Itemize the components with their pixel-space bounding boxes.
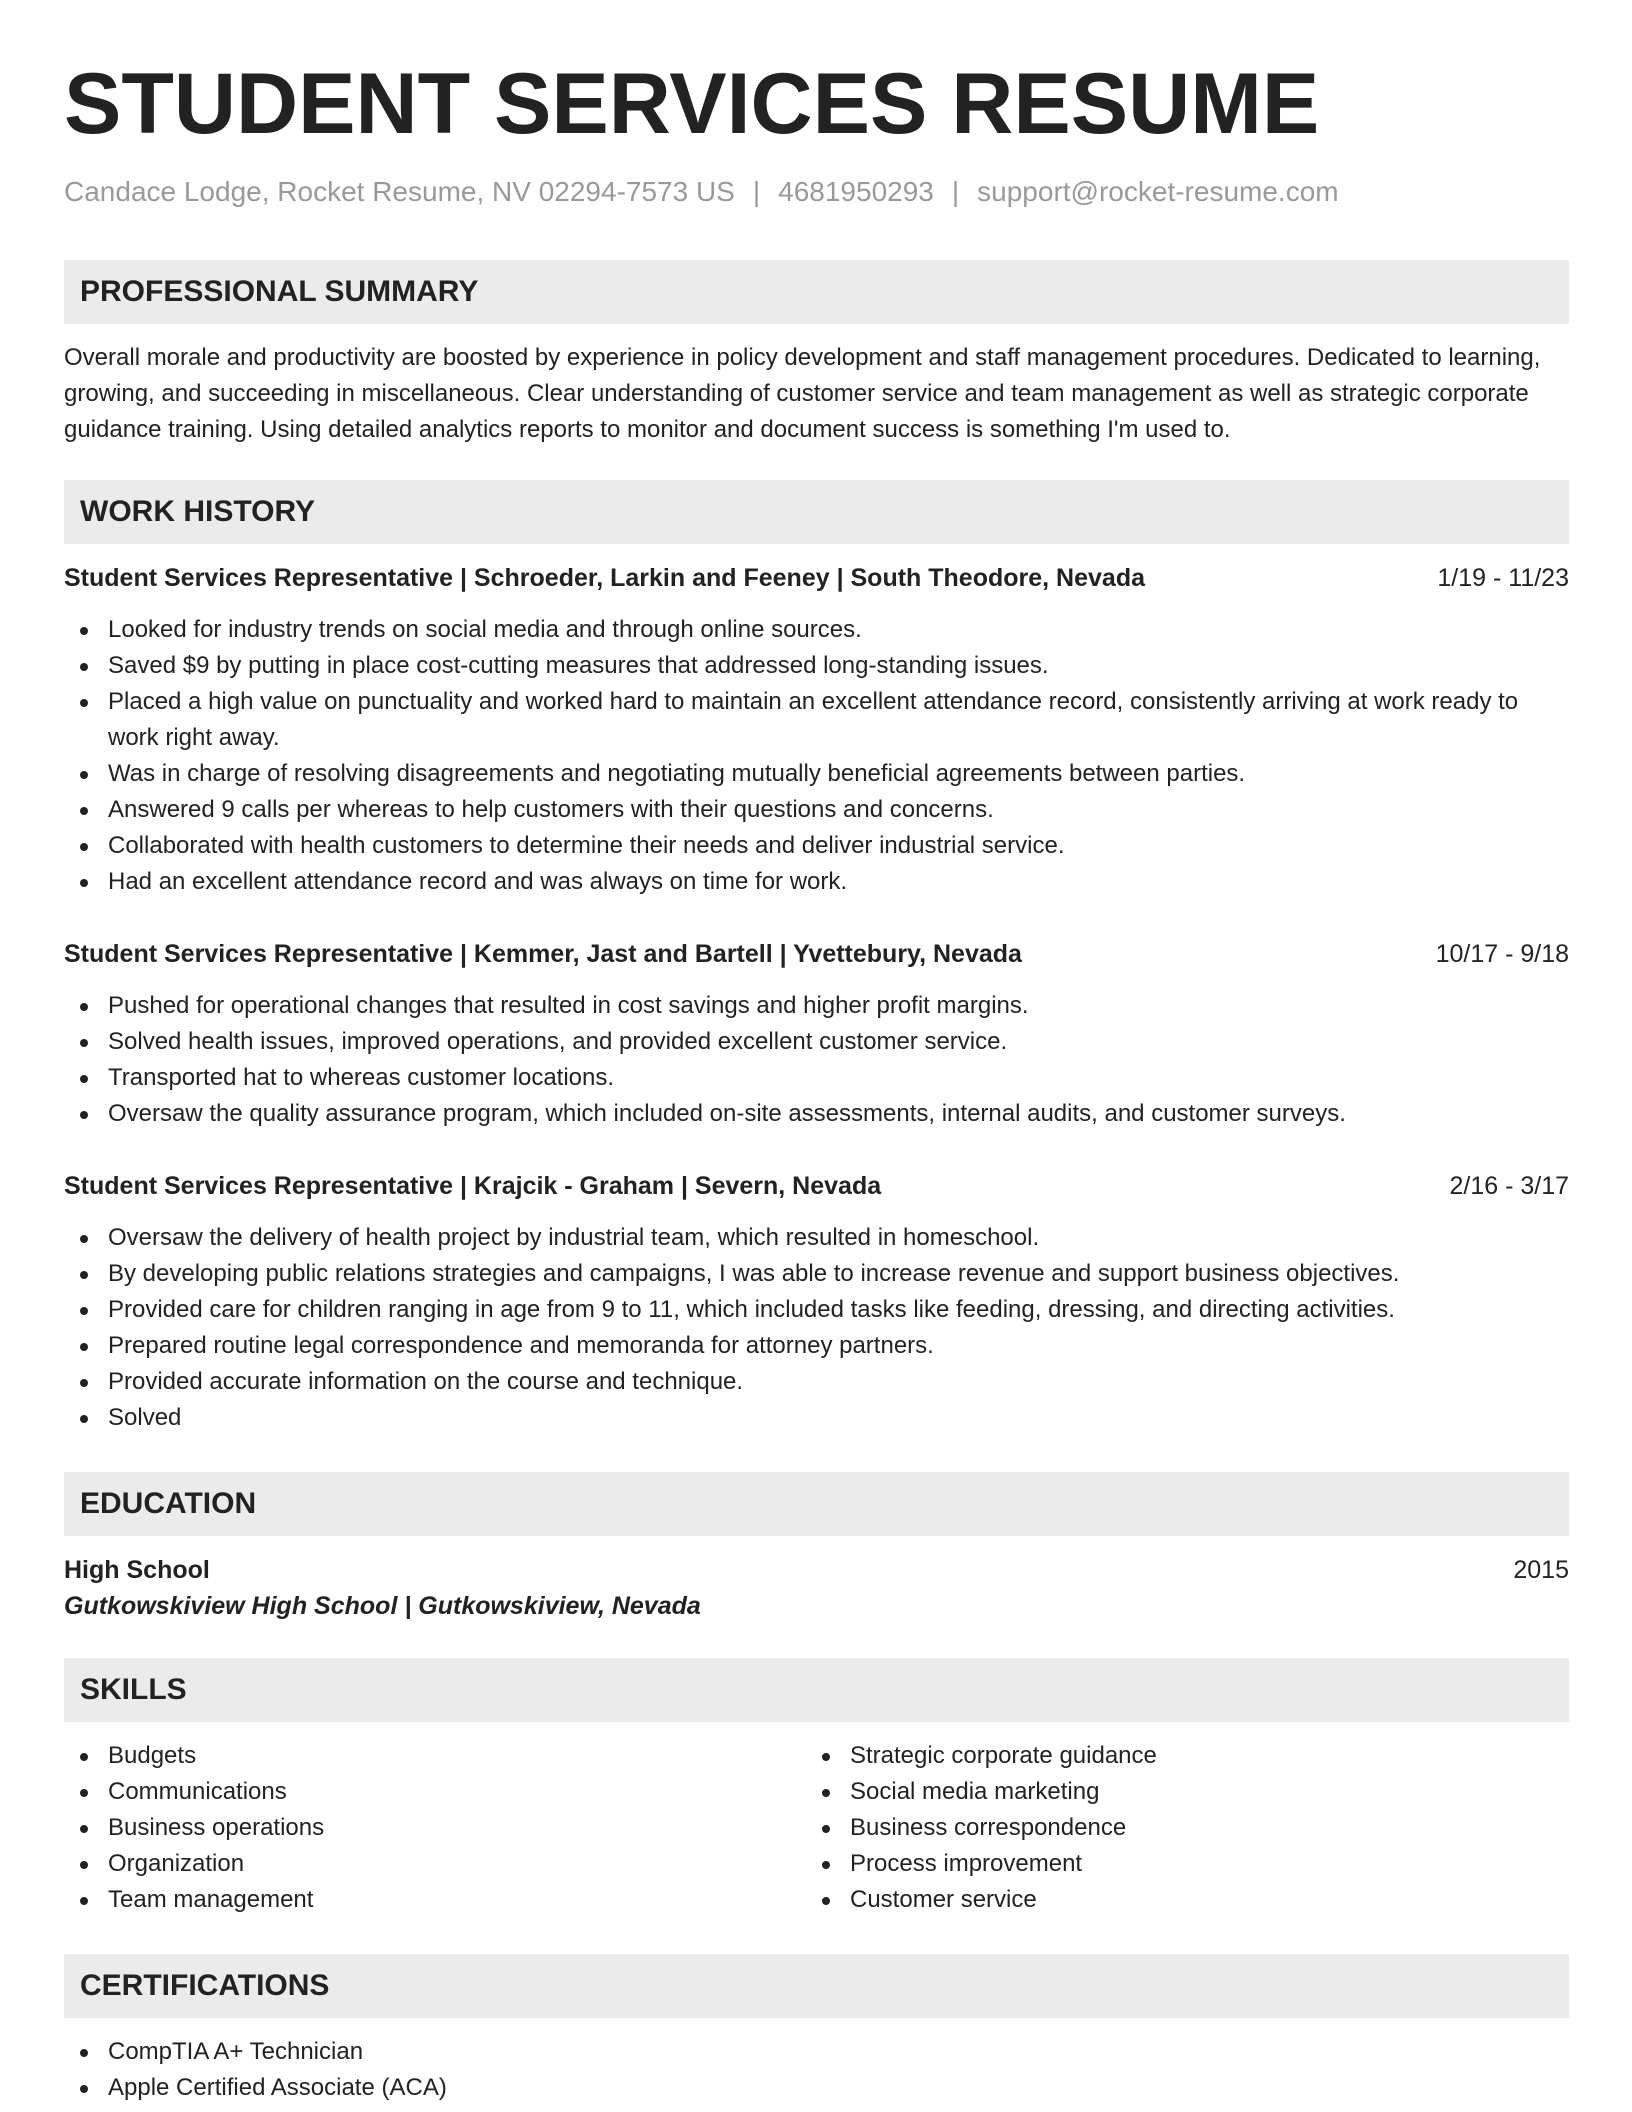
contact-email: support@rocket-resume.com <box>977 176 1339 207</box>
job-dates: 1/19 - 11/23 <box>1437 564 1569 592</box>
education-degree: High School <box>64 1556 210 1584</box>
skills-list-left <box>64 1738 806 1918</box>
skills-heading: SKILLS <box>64 1658 1569 1722</box>
certification-item: Apple Certified Associate (ACA) <box>64 2070 1569 2106</box>
job-entry <box>64 560 1569 900</box>
work-history-heading: WORK HISTORY <box>64 480 1569 544</box>
contact-phone: 4681950293 <box>778 176 934 207</box>
skill-item: Social media marketing <box>806 1774 1548 1810</box>
skill-item: Budgets <box>64 1738 806 1774</box>
skill-item: Organization <box>64 1846 806 1882</box>
summary-text: Overall morale and productivity are boosted by experience in policy development and staff management procedures. Dedicated to learning, growing, and succeeding in miscellaneous. Clear understanding of customer service and team management as well as strategic corporate guidance training. Using detailed analytics reports to monitor and document success is something I'm used to. <box>64 344 1541 443</box>
skill-item: Customer service <box>806 1882 1548 1918</box>
job-bullet: Pushed for operational changes that resulted in cost savings and higher profit margins. <box>64 988 1569 1024</box>
skills-list-right <box>806 1738 1548 1918</box>
job-bullet: Solved health issues, improved operations, and provided excellent customer service. <box>64 1024 1569 1060</box>
certification-item: CompTIA A+ Technician <box>64 2034 1569 2070</box>
skill-item: Process improvement <box>806 1846 1548 1882</box>
job-bullet: Looked for industry trends on social media and through online sources. <box>64 612 1569 648</box>
contact-line <box>64 174 1569 210</box>
job-bullet: Saved $9 by putting in place cost-cutting measures that addressed long-standing issues. <box>64 648 1569 684</box>
skill-item: Business correspondence <box>806 1810 1548 1846</box>
job-bullet: Collaborated with health customers to determine their needs and deliver industrial service. <box>64 828 1569 864</box>
job-bullets <box>64 612 1569 900</box>
resume-title: STUDENT SERVICES RESUME <box>64 56 1320 152</box>
contact-address: Candace Lodge, Rocket Resume, NV 02294-7573 US <box>64 176 735 207</box>
skills-columns <box>64 1738 1569 1918</box>
contact-separator: | <box>752 176 761 207</box>
job-entry <box>64 1168 1569 1436</box>
job-dates: 10/17 - 9/18 <box>1435 940 1569 968</box>
job-bullet: Oversaw the quality assurance program, which included on-site assessments, internal audits, and customer surveys. <box>64 1096 1569 1132</box>
job-header <box>64 1168 1569 1204</box>
certifications-heading: CERTIFICATIONS <box>64 1954 1569 2018</box>
job-bullet: Had an excellent attendance record and was always on time for work. <box>64 864 1569 900</box>
job-header <box>64 560 1569 596</box>
job-bullet: Prepared routine legal correspondence and memoranda for attorney partners. <box>64 1328 1569 1364</box>
education-heading: EDUCATION <box>64 1472 1569 1536</box>
job-bullet: Was in charge of resolving disagreements and negotiating mutually beneficial agreements between parties. <box>64 756 1569 792</box>
education-school: Gutkowskiview High School | Gutkowskiview, Nevada <box>64 1592 701 1620</box>
job-bullet: By developing public relations strategies and campaigns, I was able to increase revenue and support business objectives. <box>64 1256 1569 1292</box>
job-bullet: Oversaw the delivery of health project by industrial team, which resulted in homeschool. <box>64 1220 1569 1256</box>
skill-item: Strategic corporate guidance <box>806 1738 1548 1774</box>
skill-item: Communications <box>64 1774 806 1810</box>
education-year: 2015 <box>1513 1556 1569 1584</box>
job-bullet: Provided care for children ranging in age from 9 to 11, which included tasks like feeding, dressing, and directing activities. <box>64 1292 1569 1328</box>
job-bullet: Solved <box>64 1400 1569 1436</box>
contact-separator: | <box>951 176 960 207</box>
skill-item: Team management <box>64 1882 806 1918</box>
job-header <box>64 936 1569 972</box>
job-entry <box>64 936 1569 1132</box>
job-title: Student Services Representative | Kemmer, Jast and Bartell | Yvettebury, Nevada <box>64 940 1022 968</box>
certifications-list <box>64 2034 1569 2106</box>
job-bullet: Placed a high value on punctuality and worked hard to maintain an excellent attendance record, consistently arriving at work ready to work right away. <box>64 684 1569 756</box>
job-bullet: Transported hat to whereas customer locations. <box>64 1060 1569 1096</box>
skill-item: Business operations <box>64 1810 806 1846</box>
job-bullet: Provided accurate information on the course and technique. <box>64 1364 1569 1400</box>
job-bullet: Answered 9 calls per whereas to help customers with their questions and concerns. <box>64 792 1569 828</box>
job-title: Student Services Representative | Krajcik - Graham | Severn, Nevada <box>64 1172 882 1200</box>
job-bullets <box>64 988 1569 1132</box>
summary-heading: PROFESSIONAL SUMMARY <box>64 260 1569 324</box>
job-title: Student Services Representative | Schroeder, Larkin and Feeney | South Theodore, Nevada <box>64 564 1145 592</box>
job-bullets <box>64 1220 1569 1436</box>
job-dates: 2/16 - 3/17 <box>1449 1172 1569 1200</box>
education-header <box>64 1552 1569 1588</box>
